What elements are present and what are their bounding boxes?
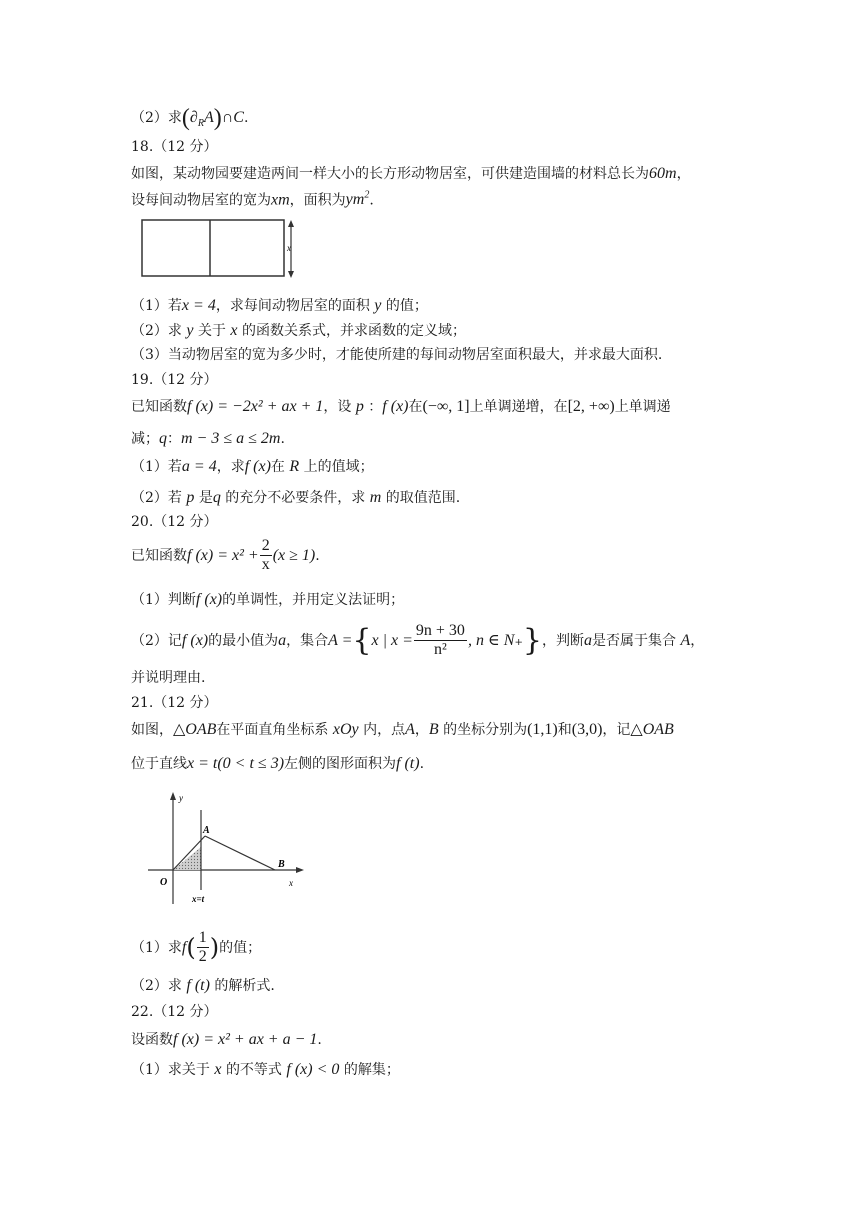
q19-header: 19.（12 分） [131, 372, 218, 388]
q18-part3: （3）当动物居室的宽为多少时，才能使所建的每间动物居室面积最大，并求最大面积. [131, 347, 663, 363]
q18-intro-line1: 如图，某动物园要建造两间一样大小的长方形动物居室，可供建造围墙的材料总长为60m， [131, 165, 691, 182]
svg-text:x: x [289, 878, 293, 888]
svg-text:B: B [278, 859, 285, 870]
svg-text:x: x [287, 243, 291, 253]
q17-expression: $(\partial_RA)\cap C$ [181, 105, 244, 131]
q21-line2: 位于直线x = t(0 < t ≤ 3)左侧的图形面积为f (t). [131, 755, 425, 772]
q21-triangle-figure [142, 786, 312, 910]
q17-part2: （2）求$(\partial_RA)\cap C$. [131, 105, 249, 131]
q20-line1: 已知函数f (x) = x² + $\frac{2}{x}$ (x ≥ 1). [131, 537, 320, 574]
q18-header: 18.（12 分） [131, 139, 218, 155]
q19-line1: 已知函数f (x) = −2x² + ax + 1，设 p ：f (x)在(−∞, 1]上单调递增，在[2, +∞)上单调递 [131, 398, 671, 415]
q21-part1: （1）求f( $\frac{1}{2}$ )的值； [131, 929, 262, 966]
svg-text:O: O [160, 877, 168, 888]
q18-part2: （2）求 y 关于 x 的函数关系式，并求函数的定义域； [131, 322, 466, 339]
q22-header: 22.（12 分） [131, 1004, 218, 1020]
q22-line1: 设函数f (x) = x² + ax + a − 1. [131, 1031, 322, 1048]
q18-enclosure-figure [136, 214, 304, 286]
svg-text:A: A [203, 825, 210, 836]
q21-line1: 如图，△OAB在平面直角坐标系 xOy 内，点A，B 的坐标分别为(1,1)和(3,0)，记△OAB [131, 721, 674, 738]
q18-intro-line2: 设每间动物居室的宽为xm，面积为$ym^2$. [131, 190, 374, 209]
q19-line2: 减；q：m − 3 ≤ a ≤ 2m. [131, 430, 285, 447]
svg-text:y: y [179, 793, 183, 803]
q20-part2-continued: 并说明理由. [131, 670, 206, 686]
q21-header: 21.（12 分） [131, 695, 218, 711]
q20-part1: （1）判断f (x)的单调性，并用定义法证明； [131, 591, 405, 608]
q19-part2: （2）若 p 是q 的充分不必要条件，求 m 的取值范围. [131, 489, 461, 506]
q21-part2: （2）求 f (t) 的解析式. [131, 977, 275, 994]
q20-header: 20.（12 分） [131, 514, 218, 530]
q19-part1: （1）若a = 4，求f (x)在 R 上的值域； [131, 458, 374, 475]
svg-text:x=t: x=t [192, 894, 205, 904]
q22-part1: （1）求关于 x 的不等式 f (x) < 0 的解集； [131, 1061, 400, 1078]
q18-part1: （1）若x = 4，求每间动物居室的面积 y 的值； [131, 297, 428, 314]
q20-part2: （2）记f (x)的最小值为a，集合A ={x | x = $\frac{9n + 30}{\text{n²}}$ , n ∈ N₊}，判断a是否属于集合 A， [131, 622, 705, 659]
